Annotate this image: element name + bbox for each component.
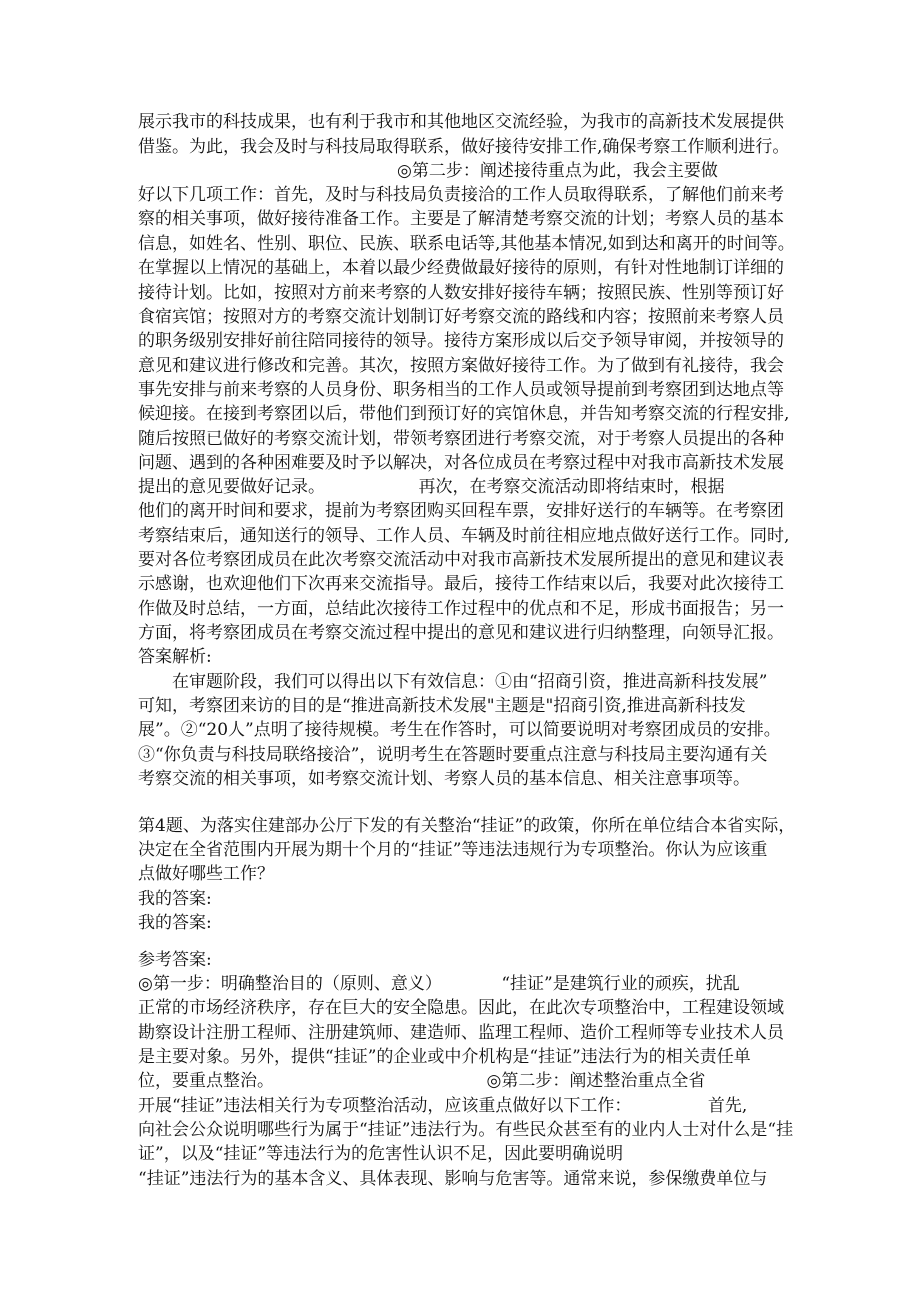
text-line: 是主要对象。另外，提供“挂证”的企业或中介机构是“挂证”违法行为的相关责任单 — [138, 1047, 751, 1067]
text-line: 提出的意见要做好记录。 再次，在考察交流活动即将结束时，根据 — [138, 477, 725, 497]
text-line: 展”。②“20人”点明了接待规模。考生在作答时，可以简要说明对考察团成员的安排。 — [138, 720, 781, 740]
text-line: 方面，将考察团成员在考察交流过程中提出的意见和建议进行归纳整理，向领导汇报。 — [138, 623, 784, 643]
text-line: 在审题阶段，我们可以得出以下有效信息：①由“招商引资，推进高新科技发展” — [172, 672, 768, 692]
text-line: 正常的市场经济秩序，存在巨大的安全隐患。因此，在此次专项整治中，工程建设领域 — [138, 998, 784, 1018]
text-line: 可知，考察团来访的目的是“推进高新技术发展"主题是"招商引资,推进高新科技发 — [138, 696, 746, 716]
text-line: 在掌握以上情况的基础上，本着以最少经费做最好接待的原则，有针对性地制订详细的 — [138, 258, 784, 278]
text-line: 向社会公众说明哪些行为属于“挂证”违法行为。有些民众甚至有的业内人士对什么是“挂 — [138, 1120, 794, 1140]
text-line: 候迎接。在接到考察团以后，带他们到预订好的宾馆休息，并告知考察交流的行程安排, — [138, 404, 790, 424]
text-line: 展示我市的科技成果，也有利于我市和其他地区交流经验，为我市的高新技术发展提供 — [138, 112, 784, 132]
text-line: 考察交流的相关事项，如考察交流计划、考察人员的基本信息、相关注意事项等。 — [138, 769, 750, 789]
text-line: 接待计划。比如，按照对方前来考察的人数安排好接待车辆；按照民族、性别等预订好 — [138, 283, 784, 303]
text-line: 的职务级别安排好前往陪同接待的领导。接待方案形成以后交予领导审阅，并按领导的 — [138, 331, 784, 351]
text-line: 食宿宾馆；按照对方的考察交流计划制订好考察交流的路线和内容；按照前来考察人员 — [138, 307, 784, 327]
text-line: 考察结束后，通知送行的领导、工作人员、车辆及时前往相应地点做好送行工作。同时, — [138, 526, 790, 546]
text-line: 借鉴。为此，我会及时与科技局取得联系，做好接待安排工作,确保考察工作顺利进行。 — [138, 137, 790, 157]
text-line: 开展“挂证”违法相关行为专项整治活动，应该重点做好以下工作： 首先, — [138, 1096, 748, 1116]
my-answer-label: 我的答案: — [138, 913, 212, 933]
answer-analysis-label: 答案解析: — [138, 647, 212, 667]
text-line: 好以下几项工作：首先，及时与科技局负责接洽的工作人员取得联系，了解他们前来考 — [138, 185, 784, 205]
question-title: 第4题、为落实住建部办公厅下发的有关整治“挂证”的政策，你所在单位结合本省实际， — [138, 816, 796, 836]
text-line: 他们的离开时间和要求，提前为考察团购买回程车票，安排好送行的车辆等。在考察团 — [138, 501, 784, 521]
text-line: 意见和建议进行修改和完善。其次，按照方案做好接待工作。为了做到有礼接待，我会 — [138, 356, 784, 376]
question-title: 点做好哪些工作？ — [138, 864, 274, 884]
text-line: 随后按照已做好的考察交流计划，带领考察团进行考察交流，对于考察人员提出的各种 — [138, 429, 784, 449]
text-line: 示感谢，也欢迎他们下次再来交流指导。最后，接待工作结束以后，我要对此次接待工 — [138, 574, 784, 594]
text-line: 要对各位考察团成员在此次考察交流活动中对我市高新技术发展所提出的意见和建议表 — [138, 550, 784, 570]
text-line: 信息，如姓名、性别、职位、民族、联系电话等,其他基本情况,如到达和离开的时间等。 — [138, 234, 795, 254]
step-heading: ◎第二步：阐述接待重点为此，我会主要做 — [397, 161, 718, 181]
text-line: 证”，以及“挂证”等违法行为的危害性认识不足，因此要明确说明 — [138, 1144, 624, 1164]
text-line: 事先安排与前来考察的人员身份、职务相当的工作人员或领导提前到考察团到达地点等 — [138, 380, 784, 400]
question-title: 决定在全省范围内开展为期十个月的“挂证”等违法违规行为专项整治。你认为应该重 — [138, 840, 768, 860]
text-line: 勘察设计注册工程师、注册建筑师、建造师、监理工程师、造价工程师等专业技术人员 — [138, 1023, 784, 1043]
text-line: 位，要重点整治。 ◎第二步：阐述整治重点全省 — [138, 1071, 706, 1091]
text-line: ◎第一步：明确整治目的（原则、意义） “挂证”是建筑行业的顽疾，扰乱 — [138, 974, 740, 994]
text-line: 问题、遇到的各种困难要及时予以解决，对各位成员在考察过程中对我市高新技术发展 — [138, 453, 784, 473]
reference-answer-label: 参考答案: — [138, 950, 212, 970]
text-line: ③“你负责与科技局联络接洽”，说明考生在答题时要重点注意与科技局主要沟通有关 — [138, 745, 768, 765]
text-line: 作做及时总结，一方面，总结此次接待工作过程中的优点和不足，形成书面报告；另一 — [138, 599, 784, 619]
text-line: 察的相关事项，做好接待准备工作。主要是了解清楚考察交流的计划；考察人员的基本 — [138, 209, 784, 229]
text-line: “挂证”违法行为的基本含义、具体表现、影响与危害等。通常来说，参保缴费单位与 — [138, 1169, 768, 1189]
my-answer-label: 我的答案: — [138, 889, 212, 909]
